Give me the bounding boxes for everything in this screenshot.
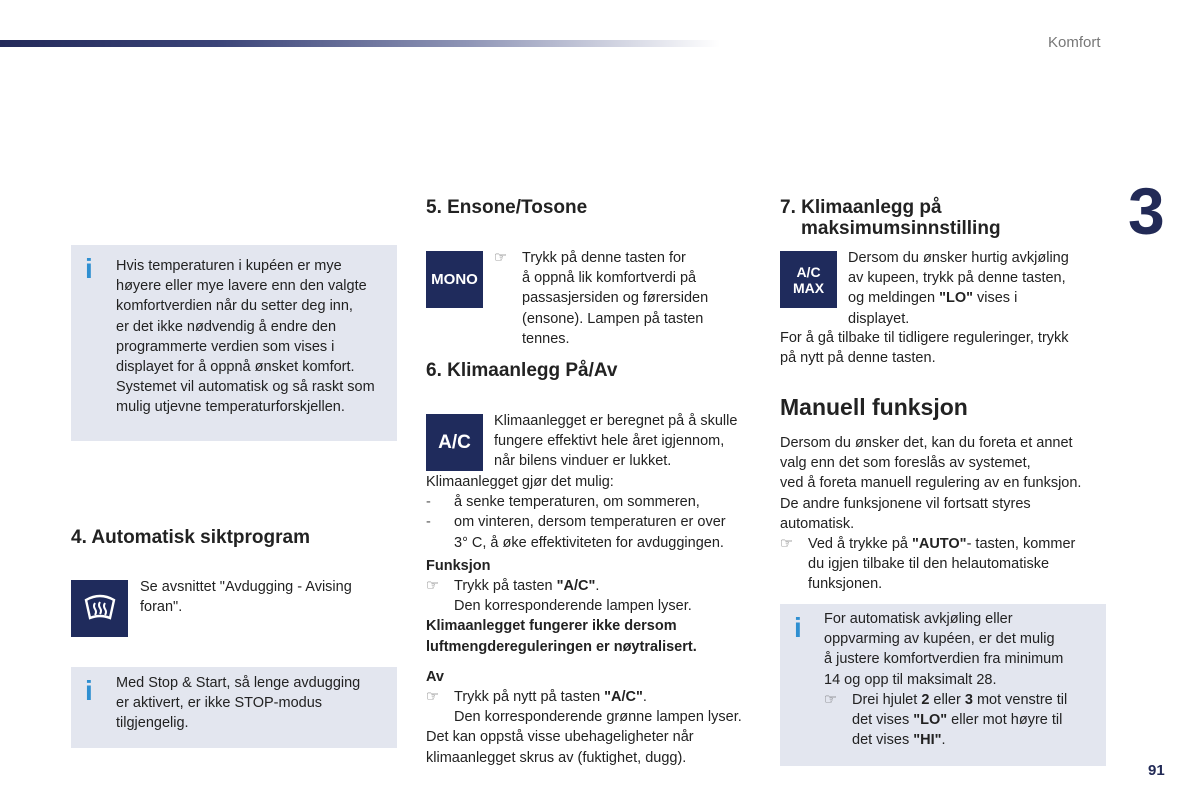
info-icon: i [85,253,93,284]
defrost-reference-text: Se avsnittet "Avdugging - Avising foran". [140,579,352,616]
info-box-temperature [71,245,397,441]
page-number: 91 [1148,762,1165,779]
info-box-temperature-text: Hvis temperaturen i kupéen er mye høyere eller mye lavere enn den valgte komfortverdien når du setter deg inn, er det ikke nødvendig å endre den programmerte verdien som vises i displayet for å oppnå ønsket komfort. Systemet vil automatisk og så raskt som mulig utjevne temperaturforskjellen. [116,258,375,416]
heading-mono-dual-zone: 5. Ensone/Tosone [426,197,588,218]
hand-pointer-icon: ☞ [824,691,837,708]
heading-automatic-visibility: 4. Automatisk siktprogram [71,527,310,548]
ac-max-description: Dersom du ønsker hurtig avkjøling av kupeen, trykk på denne tasten, og meldingen "LO" vises i displayet. [848,250,1069,327]
ac-description: Klimaanlegget er beregnet på å skulle fungere effektivt hele året igjennom, når bilens vinduer er lukket. [494,413,738,470]
info-icon: i [85,675,93,706]
hand-pointer-icon: ☞ [780,536,793,553]
mono-description: ☞ Trykk på denne tasten for å oppnå lik komfortverdi på passasjersiden og førersiden (ensone). Lampen på tasten tennes. [494,250,709,347]
info-box-comfort-range-text: For automatisk avkjøling eller oppvarming av kupéen, er det mulig å justere komfortverdien fra minimum 14 og opp til maksimalt 28. ☞ Drei hjulet 2 eller 3 mot venstre til det vises "LO" eller mot høyre til det vises "HI". [824,611,1068,749]
info-box-stop-start [71,667,397,748]
windscreen-defrost-button-icon [71,580,128,637]
info-icon: i [794,612,802,643]
defrost-icon [83,594,117,624]
heading-ac-max: 7. Klimaanlegg på maksimumsinnstilling [780,197,1001,239]
info-box-stop-start-text: Med Stop & Start, så lenge avdugging er aktivert, er ikke STOP-modus tilgjengelig. [116,675,361,732]
ac-details: Klimaanlegget gjør det mulig: - å senke temperaturen, om sommeren, - om vinteren, dersom temperaturen er over 3° C, å øke effektiviteten for avduggingen. Funksjon ☞ Trykk på tasten "A/C". Den korresponderende lampen lyser. Klimaanlegget fungerer ikke dersom luftmengdereguleringen er nøytralisert. Av ☞ Trykk på nytt på tasten "A/C". Den korresponderende grønne lampen lyser. Det kan oppstå visse ubehageligheter når klimaanlegget skrus av (fuktighet, dugg). [426,474,742,766]
hand-pointer-icon: ☞ [494,250,507,266]
heading-manual-mode: Manuell funksjon [780,394,968,420]
mono-button-icon: MONO [426,251,483,308]
info-box-comfort-range [780,604,1106,766]
chapter-number: 3 [1128,174,1165,248]
ac-max-button-icon: A/C MAX [780,251,837,308]
hand-pointer-icon: ☞ [426,689,439,706]
section-label: Komfort [1048,34,1101,51]
hand-pointer-icon: ☞ [426,578,439,595]
header-bar [0,40,720,47]
heading-ac-on-off: 6. Klimaanlegg På/Av [426,360,618,381]
manual-mode-text: Dersom du ønsker det, kan du foreta et annet valg enn det som foreslås av systemet, ved å foreta manuell regulering av en funksjon. De andre funksjonene vil fortsatt styres automatisk. ☞ Ved å trykke på "AUTO"- tasten, kommer du igjen tilbake til den helautomatiske funksjonen. [780,435,1082,593]
ac-max-return-text: For å gå tilbake til tidligere reguleringer, trykk på nytt på denne tasten. [780,330,1069,367]
ac-button-icon: A/C [426,414,483,471]
